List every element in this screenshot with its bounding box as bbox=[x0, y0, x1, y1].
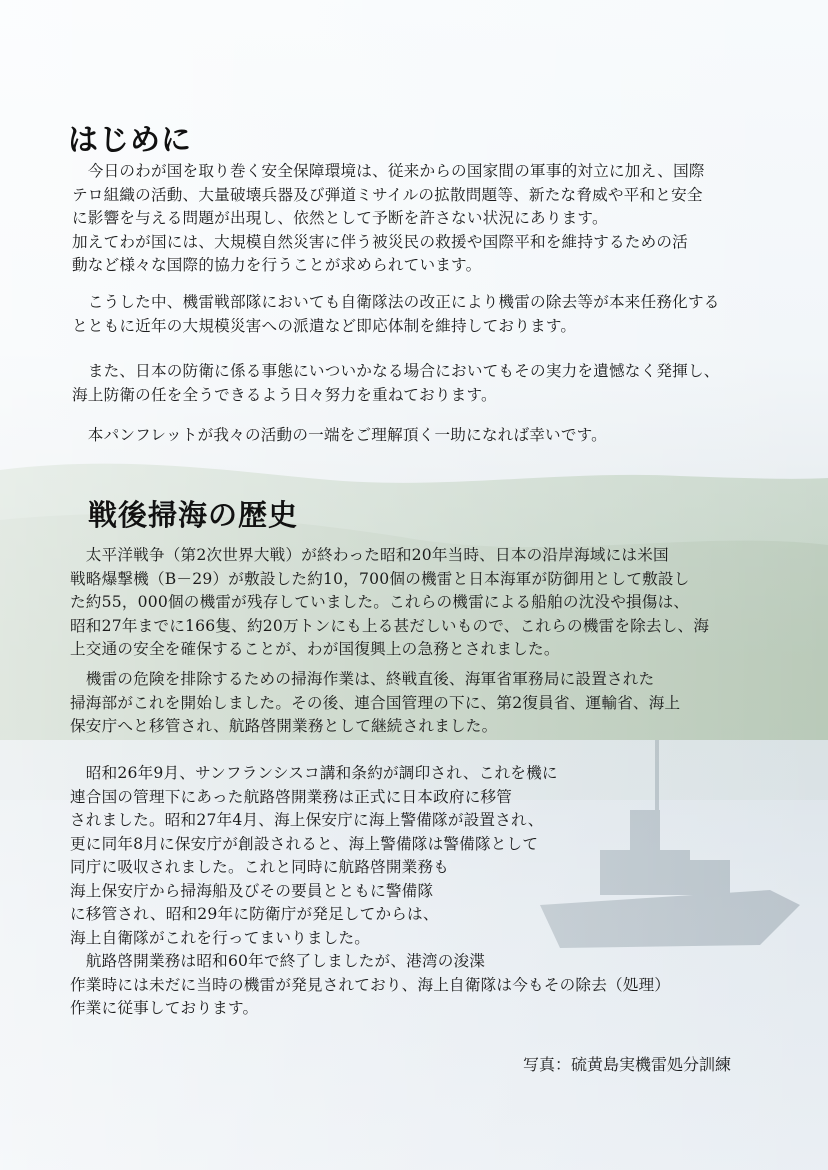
history-paragraph: 太平洋戦争（第2次世界大戦）が終わった昭和20年当時、日本の沿岸海域には米国 戦略爆撃機（B－29）が敷設した約10，700個の機雷と日本海軍が防御用として敷設し た約55，000個の機雷が残存していました。これらの機雷による船舶の沈没や損傷は、 昭和27年までに166隻、約20万トンにも上る甚だしいもので、これらの機雷を除去し、海 上交通の安全を確保することが、わが国復興上の急務とされました。 bbox=[70, 546, 710, 658]
history-paragraph: 昭和26年9月、サンフランシスコ講和条約が調印され、これを機に 連合国の管理下にあった航路啓開業務は正式に日本政府に移管 されました。昭和27年4月、海上保安庁に海上警備隊が設置され、 更に同年8月に保安庁が創設されると、海上警備隊は警備隊として 同庁に吸収されました。これと同時に航路啓開業務も 海上保安庁から掃海船及びその要員とともに警備隊 に移管され、昭和29年に防衛庁が発足してからは、 海上自衛隊がこれを行ってまいりました。 航路啓開業務は昭和60年で終了しましたが、港湾の浚渫 作業時には未だに当時の機雷が発見されており、海上自衛隊は今もその除去（処理） 作業に従事しております。 bbox=[70, 764, 671, 1017]
history-paragraph: 機雷の危険を排除するための掃海作業は、終戦直後、海軍省軍務局に設置された 掃海部がこれを開始しました。その後、連合国管理の下に、第2復員省、運輸省、海上 保安庁へと移管され、航路啓開業務として継続されました。 bbox=[70, 670, 681, 735]
intro-heading: はじめに bbox=[68, 123, 192, 158]
intro-paragraph: 本パンフレットが我々の活動の一端をご理解頂く一助になれば幸いです。 bbox=[72, 426, 607, 444]
intro-paragraph: 今日のわが国を取り巻く安全保障環境は、従来からの国家間の軍事的対立に加え、国際 テロ組織の活動、大量破壊兵器及び弾道ミサイルの拡散問題等、新たな脅威や平和と安全 に影響を与える問題が出現し、依然として予断を許さない状況にあります。 加えてわが国には、大規模自然災害に伴う被災民の救援や国際平和を維持するための活 動など様々な国際的協力を行うことが求められています。 bbox=[72, 162, 705, 274]
intro-paragraph: こうした中、機雷戦部隊においても自衛隊法の改正により機雷の除去等が本来任務化する とともに近年の大規模災害への派遣など即応体制を維持しております。 bbox=[72, 293, 720, 335]
history-heading: 戦後掃海の歴史 bbox=[88, 498, 299, 532]
photo-caption: 写真：硫黄島実機雷処分訓練 bbox=[523, 1055, 732, 1074]
intro-paragraph: また、日本の防衛に係る事態にいついかなる場合においてもその実力を遺憾なく発揮し、 海上防衛の任を全うできるよう日々努力を重ねております。 bbox=[72, 362, 720, 404]
